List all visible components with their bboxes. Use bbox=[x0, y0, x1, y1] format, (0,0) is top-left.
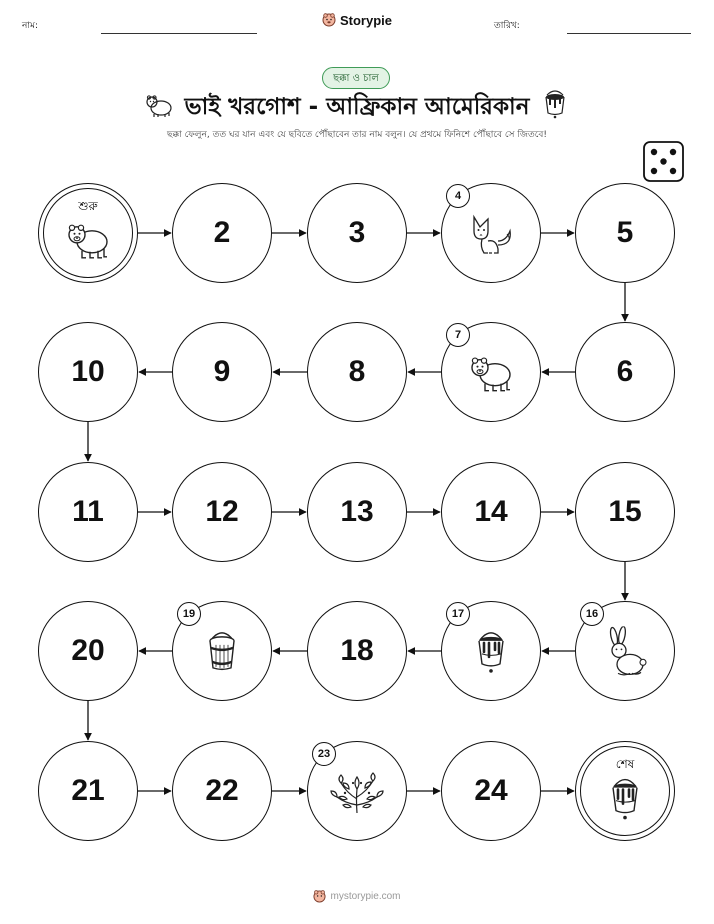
bear-icon bbox=[64, 220, 112, 264]
space-number-badge: 19 bbox=[177, 602, 201, 626]
space-number: 18 bbox=[340, 634, 374, 667]
date-label: তারিখ: bbox=[494, 21, 520, 31]
space-number: 3 bbox=[348, 216, 366, 249]
board-space-5[interactable] bbox=[575, 183, 675, 283]
space-number-badge: 23 bbox=[312, 742, 336, 766]
board-space-16[interactable] bbox=[575, 601, 675, 701]
board-space-20[interactable] bbox=[38, 601, 138, 701]
wooden-bucket-icon bbox=[205, 630, 239, 678]
space-number: 11 bbox=[72, 495, 104, 528]
space-number: 22 bbox=[205, 774, 239, 807]
space-number: 9 bbox=[213, 355, 231, 388]
board-space-7[interactable] bbox=[441, 322, 541, 422]
board-space-23[interactable] bbox=[307, 741, 407, 841]
space-number: 2 bbox=[213, 216, 231, 249]
start-space[interactable] bbox=[38, 183, 138, 283]
fox-icon bbox=[466, 211, 516, 261]
footer bbox=[0, 888, 714, 907]
space-number-badge: 16 bbox=[580, 602, 604, 626]
instructions: ছক্কা ফেলুন, তত ঘর যান এবং যে ছবিতে পৌঁছাবেন তার নাম বলুন। যে প্রথমে ফিনিশে পৌঁছাবে সে জিতবে! bbox=[167, 130, 547, 140]
bear-icon bbox=[467, 353, 515, 397]
board-space-6[interactable] bbox=[575, 322, 675, 422]
space-number: 6 bbox=[616, 355, 634, 388]
space-number-badge: 7 bbox=[446, 323, 470, 347]
board-space-17[interactable] bbox=[441, 601, 541, 701]
finish-label: শেষ bbox=[615, 757, 635, 771]
storypie-logo-icon bbox=[313, 890, 326, 903]
board-space-24[interactable] bbox=[441, 741, 541, 841]
board-space-13[interactable] bbox=[307, 462, 407, 562]
finish-space[interactable] bbox=[575, 741, 675, 841]
space-number: 13 bbox=[340, 495, 374, 528]
page-title: ভাই খরগোশ - আফ্রিকান আমেরিকান bbox=[184, 94, 530, 120]
space-number: 5 bbox=[616, 216, 634, 249]
board-space-18[interactable] bbox=[307, 601, 407, 701]
board-space-12[interactable] bbox=[172, 462, 272, 562]
space-number: 24 bbox=[474, 774, 508, 807]
board-space-19[interactable] bbox=[172, 601, 272, 701]
start-label: শুরু bbox=[78, 199, 98, 213]
space-number-badge: 4 bbox=[446, 184, 470, 208]
space-number: 8 bbox=[348, 355, 366, 388]
board-space-8[interactable] bbox=[307, 322, 407, 422]
tar-bucket-icon bbox=[474, 630, 508, 678]
space-number-badge: 17 bbox=[446, 602, 470, 626]
footer-site[interactable]: mystorypie.com bbox=[330, 891, 401, 902]
brand-name: Storypie bbox=[339, 12, 392, 28]
name-label: নাম: bbox=[22, 21, 39, 31]
board-space-2[interactable] bbox=[172, 183, 272, 283]
board-space-11[interactable] bbox=[38, 462, 138, 562]
board-space-21[interactable] bbox=[38, 741, 138, 841]
space-number: 15 bbox=[608, 495, 642, 528]
tar-bucket-icon bbox=[608, 777, 642, 825]
board-space-10[interactable] bbox=[38, 322, 138, 422]
space-number: 12 bbox=[205, 495, 239, 528]
space-number: 21 bbox=[71, 774, 105, 807]
board-space-9[interactable] bbox=[172, 322, 272, 422]
board-space-3[interactable] bbox=[307, 183, 407, 283]
board-space-22[interactable] bbox=[172, 741, 272, 841]
rabbit-icon bbox=[602, 626, 648, 682]
space-number: 14 bbox=[474, 495, 508, 528]
briar-bush-icon bbox=[329, 769, 385, 819]
board-space-14[interactable] bbox=[441, 462, 541, 562]
space-number: 20 bbox=[71, 634, 105, 667]
board-space-15[interactable] bbox=[575, 462, 675, 562]
game-type-badge: ছক্কা ও চাল bbox=[322, 67, 390, 89]
board-space-4[interactable] bbox=[441, 183, 541, 283]
space-number: 10 bbox=[71, 355, 105, 388]
